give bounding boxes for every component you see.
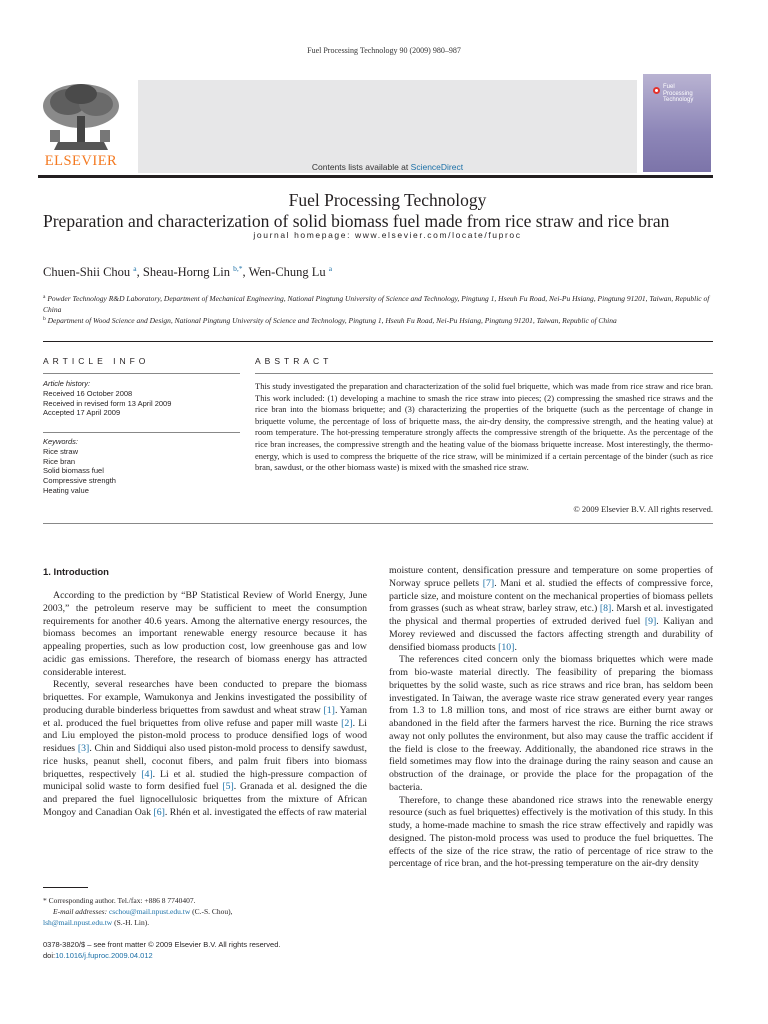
body-text: Therefore, to change these abandoned rice straws into the renewable energy resource (such as fuel briquettes) effectively is the motivation of this study. In this study, a home-made machine to smash the rice straw effectively and rapidly was designed. The piston-mold process was used to produce the fuel briquettes. The effects of the size of the rice straw, the ratio of percentage of rice straw to the percentage of rice bran, and the hot-pressing temperature on the air-dry density xyxy=(389,794,713,870)
journal-name: Fuel Processing Technology xyxy=(288,190,487,210)
abstract-bottom-rule xyxy=(43,523,713,524)
body-paragraph xyxy=(43,679,367,819)
article-info-heading: ARTICLE INFO xyxy=(43,356,150,366)
body-text: . Chin and Siddiqui also used piston-mold process to densify sawdust, rice husks, peanut shell, coconut fibers, and palm fruit fibers into biomass briquettes, respectively xyxy=(43,743,367,780)
email-link[interactable]: cschou@mail.npust.edu.tw xyxy=(108,907,191,916)
header-divider xyxy=(38,175,713,178)
affiliation-mark: a xyxy=(43,294,46,300)
author-name: Chuen-Shii Chou xyxy=(43,265,131,279)
section-heading: 1. Introduction xyxy=(43,567,109,578)
article-history xyxy=(43,379,243,418)
body-paragraph xyxy=(389,795,713,872)
footnote-mark: * xyxy=(43,896,47,905)
footnote-emails xyxy=(43,906,367,917)
author-list: Chuen-Shii Chou $^a$, Sheau-Horng Lin $^{b,*}$, Wen-Chung Lu $^a$ xyxy=(43,264,333,279)
body-paragraph xyxy=(389,565,713,654)
doi-line xyxy=(43,950,367,961)
history-date: Received in revised form 13 April 2009 xyxy=(43,398,172,408)
issn-line: 0378-3820/$ – see front matter © 2009 Elsevier B.V. All rights reserved. xyxy=(43,940,281,949)
keyword: Compressive strength xyxy=(43,476,116,486)
body-text: . Li and Liu employed the piston-mold process to produce densified logs of wood residues xyxy=(43,717,368,754)
affiliation-text: Department of Wood Science and Design, National Pingtung University of Science and Technology, Pingtung 1, Hseuh Fu Road, Nei-Pu Hsiang, Pingtung 91201, Taiwan, Republic of China xyxy=(47,316,617,325)
email-link[interactable]: lsh@mail.npust.edu.tw xyxy=(43,918,113,927)
abstract-text: This study investigated the preparation and characterization of the solid fuel briquette, which was made from rice straw and rice bran. This work included: (1) developing a machine to smash the rice straw into pieces; (2) compressing the smashed rice straws and the rice bran into the biomass briquette; and (3) characterizing the properties of the briquette (such as the percentage of change in briquette volume, the percentage of loss of briquette mass, the air-dry density, the compressive strength, and the heating value) at room temperature. The hot-pressing temperature strongly affects the compressive strength of the briquette. As the percentage of the rice bran increases, the compressive strength and the heating value of the biomass briquette increase. Most interestingly, the thermo-energy, which is used to compress the briquette of the rice straw, will be minimized if a certain percentage of the binder (such as rice bran, sawdust, or the other biomass waste) is mixed with the smashed rice straw. xyxy=(255,381,713,473)
author-affiliation-mark[interactable]: b,* xyxy=(233,264,243,273)
reference-link[interactable]: [4] xyxy=(141,768,153,780)
elsevier-tree-icon xyxy=(38,80,124,152)
body-text: . Marsh et al. investigated the physical and thermal properties of extruded derived fuel xyxy=(389,603,713,627)
journal-homepage[interactable]: journal homepage: www.elsevier.com/locate/fuproc xyxy=(253,230,522,240)
front-matter-footer xyxy=(43,939,367,961)
body-text: According to the prediction by “BP Statistical Review of World Energy, June 2003,” the petroleum reserve may be sufficient to meet the consumption requirements for another 40.6 years. Among the alternative energy resources, the biomass becomes an important renewable energy resource because it has appealing properties, such as low production cost, low greenhouse gas and low acidic gas emissions. Therefore, the research of biomass energy has attracted considerable interest. xyxy=(43,590,367,678)
reference-link[interactable]: [9] xyxy=(644,616,657,627)
journal-cover-thumbnail[interactable] xyxy=(643,74,711,172)
reference-link[interactable]: [3] xyxy=(77,743,90,754)
article-title: Preparation and characterization of solid biomass fuel made from rice straw and rice bran xyxy=(43,211,670,231)
body-text: The references cited concern only the biomass briquettes which were made from bio-waste material directly. The feasibility of preparing the biomass briquettes by the solid waste, such as rice straws and rice bran, has seldom been investigated. In Taiwan, the average waste rice straw generated every year ranges from 1.3 to 1.8 million tons, and most of rice straws are either burnt away or abandoned in the field after the farmers harvest the rice. Burning the rice straws away not only pollutes the environment, but also may cause the traffic accident if the field is close to the freeway. Additionally, the abandoned rice straws in the field sometimes may flow into the drainage during the rainy season and cause an obstruction of the drainage, or provide the place for the propagation of the bacteria. xyxy=(389,654,713,793)
reference-link[interactable]: [6] xyxy=(153,806,165,818)
affiliation-mark: b xyxy=(43,316,46,322)
body-column-right xyxy=(389,565,713,871)
body-paragraph xyxy=(389,654,713,794)
keyword: Heating value xyxy=(43,485,89,495)
doi-link[interactable]: 10.1016/j.fuproc.2009.04.012 xyxy=(55,951,153,960)
cover-title xyxy=(663,84,693,104)
email-owner: (S.-H. Lin). xyxy=(114,918,150,927)
footnote-corresponding xyxy=(43,895,367,906)
keyword-list xyxy=(43,437,243,496)
cover-title-line: Technology xyxy=(663,97,694,103)
corresponding-footnote xyxy=(43,895,367,928)
body-text: . xyxy=(514,641,517,653)
history-date: Accepted 17 April 2009 xyxy=(43,408,121,418)
doi-label: doi: xyxy=(43,951,56,960)
publisher-wordmark: ELSEVIER xyxy=(44,153,118,169)
keywords-rule xyxy=(43,432,240,433)
author-affiliation-mark[interactable]: a xyxy=(133,264,137,273)
contents-prefix: Contents lists available at xyxy=(311,162,409,172)
reference-link[interactable]: [2] xyxy=(341,717,353,729)
body-text: . Yaman et al. produced the fuel briquettes from olive refuse and paper mill waste xyxy=(43,704,367,729)
email-owner: (C.-S. Chou), xyxy=(192,907,233,916)
footnote-corresponding-text: Corresponding author. Tel./fax: +886 8 7740407. xyxy=(48,896,196,905)
reference-link[interactable]: [1] xyxy=(323,704,335,716)
footnote-rule xyxy=(43,887,88,888)
reference-link[interactable]: [7] xyxy=(482,577,495,589)
sciencedirect-link[interactable]: ScienceDirect xyxy=(410,162,464,172)
body-paragraph xyxy=(43,590,367,679)
cover-title-line: Fuel xyxy=(663,84,675,90)
keyword: Rice bran xyxy=(43,456,76,466)
footnote-emails-2 xyxy=(43,917,367,928)
body-text: . Mani et al. studied the effects of compressive force, particle size, and moisture content on the mechanical properties of biomass pellets from grasses (such as wheat straw, barley straw, etc.) xyxy=(389,577,713,615)
history-label: Article history: xyxy=(43,379,91,388)
keyword: Rice straw xyxy=(43,446,79,456)
author-affiliation-mark[interactable]: a xyxy=(328,264,333,273)
body-text: Recently, several researches have been conducted to prepare the biomass briquettes. For example, Wamukonya and Jenkins investigated the possibility of producing durable binderless briquettes from sawdust and wheat straw xyxy=(43,679,367,716)
reference-link[interactable]: [10] xyxy=(498,641,515,653)
reference-link[interactable]: [8] xyxy=(599,603,612,615)
body-column-left xyxy=(43,590,367,820)
elsevier-logo[interactable] xyxy=(38,80,124,170)
reference-link[interactable]: [5] xyxy=(222,781,234,793)
front-matter-divider xyxy=(43,341,713,342)
author-name: Sheau-Horng Lin xyxy=(142,265,231,279)
body-text: . Kaliyan and Morey reviewed and discussed the factors affecting strength and durability of densified biomass products xyxy=(389,616,713,653)
email-label: E-mail addresses: xyxy=(53,907,108,916)
body-text: . Granada et al. designed the die and prepared the fuel lignocellulosic briquettes from the mixture of African Mongoy and Canadian Oak xyxy=(43,781,367,818)
history-date: Received 16 October 2008 xyxy=(43,388,133,398)
body-text: . Li et al. studied the high-pressure compaction of municipal solid waste to form desified fuel xyxy=(43,768,367,793)
affiliation xyxy=(43,314,718,327)
keywords-label: Keywords: xyxy=(43,437,79,446)
cover-title-line: Processing xyxy=(663,90,693,97)
affiliation xyxy=(43,292,718,315)
cover-emblem-dot-icon xyxy=(655,89,658,92)
abstract-rule xyxy=(255,373,713,374)
author-name: Wen-Chung Lu xyxy=(248,265,326,279)
body-text: moisture content, densification pressure and temperature on some properties of Norway spruce pellets xyxy=(389,565,713,589)
journal-citation: Fuel Processing Technology 90 (2009) 980–987 xyxy=(307,46,461,55)
keyword: Solid biomass fuel xyxy=(43,466,104,476)
contents-availability xyxy=(138,162,637,172)
affiliation-text: Powder Technology R&D Laboratory, Department of Mechanical Engineering, National Pingtung University of Science and Technology, Pingtung 1, Hseuh Fu Road, Nei-Pu Hsiang, Pingtung 91201, Taiwan, Republic of China xyxy=(43,294,710,314)
article-info-rule xyxy=(43,373,240,374)
abstract-copyright: © 2009 Elsevier B.V. All rights reserved. xyxy=(573,504,713,514)
abstract-heading: ABSTRACT xyxy=(255,356,333,366)
body-text: . Rhén et al. investigated the effects of raw material xyxy=(164,806,367,818)
